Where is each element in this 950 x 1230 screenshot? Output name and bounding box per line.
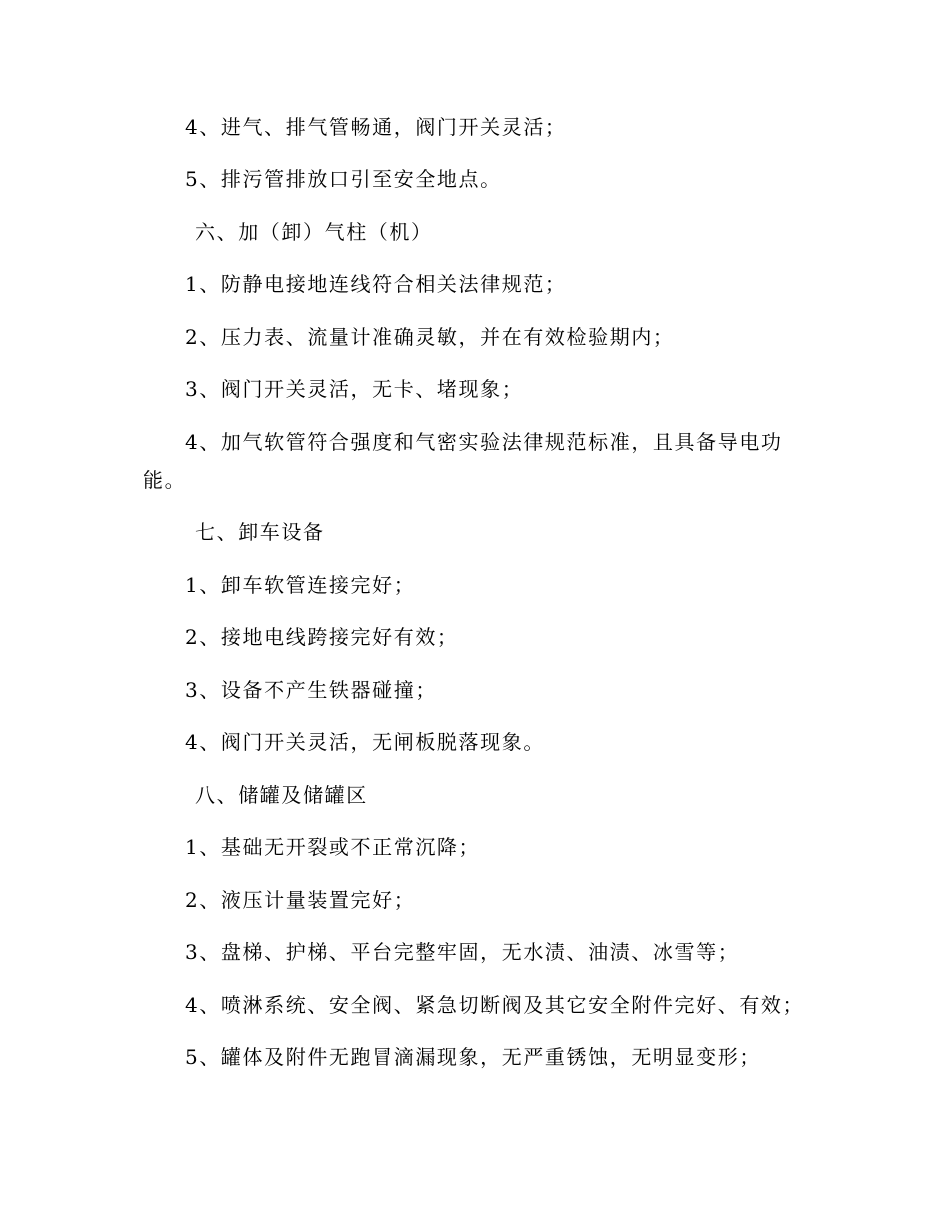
item-tank-body: 5、罐体及附件无跑冒滴漏现象，无严重锈蚀，无明显变形； <box>185 1045 761 1069</box>
section-heading-8: 八、储罐及储罐区 <box>195 783 368 807</box>
item-ground-wire: 2、接地电线跨接完好有效； <box>185 625 459 649</box>
item-sewage-outlet: 5、排污管排放口引至安全地点。 <box>185 167 502 191</box>
item-gate-valve: 4、阀门开关灵活，无闸板脱落现象。 <box>185 730 545 754</box>
item-pressure-gauge: 2、压力表、流量计准确灵敏，并在有效检验期内； <box>185 325 675 349</box>
item-refuel-hose-continued: 能。 <box>143 468 187 492</box>
item-safety-accessories: 4、喷淋系统、安全阀、紧急切断阀及其它安全附件完好、有效； <box>185 993 805 1017</box>
item-antistatic-grounding: 1、防静电接地连线符合相关法律规范； <box>185 272 567 296</box>
section-heading-7: 七、卸车设备 <box>195 520 325 544</box>
item-stairs-platform: 3、盘梯、护梯、平台完整牢固，无水渍、油渍、冰雪等； <box>185 940 740 964</box>
item-intake-exhaust: 4、进气、排气管畅通，阀门开关灵活； <box>185 115 567 139</box>
item-level-gauge: 2、液压计量装置完好； <box>185 888 416 912</box>
item-no-iron-collision: 3、设备不产生铁器碰撞； <box>185 678 437 702</box>
section-heading-6: 六、加（卸）气柱（机） <box>195 220 433 244</box>
item-valve-operation: 3、阀门开关灵活，无卡、堵现象； <box>185 377 524 401</box>
item-unload-hose: 1、卸车软管连接完好； <box>185 573 416 597</box>
item-foundation: 1、基础无开裂或不正常沉降； <box>185 835 481 859</box>
item-refuel-hose: 4、加气软管符合强度和气密实验法律规范标准，且具备导电功 <box>185 430 783 454</box>
